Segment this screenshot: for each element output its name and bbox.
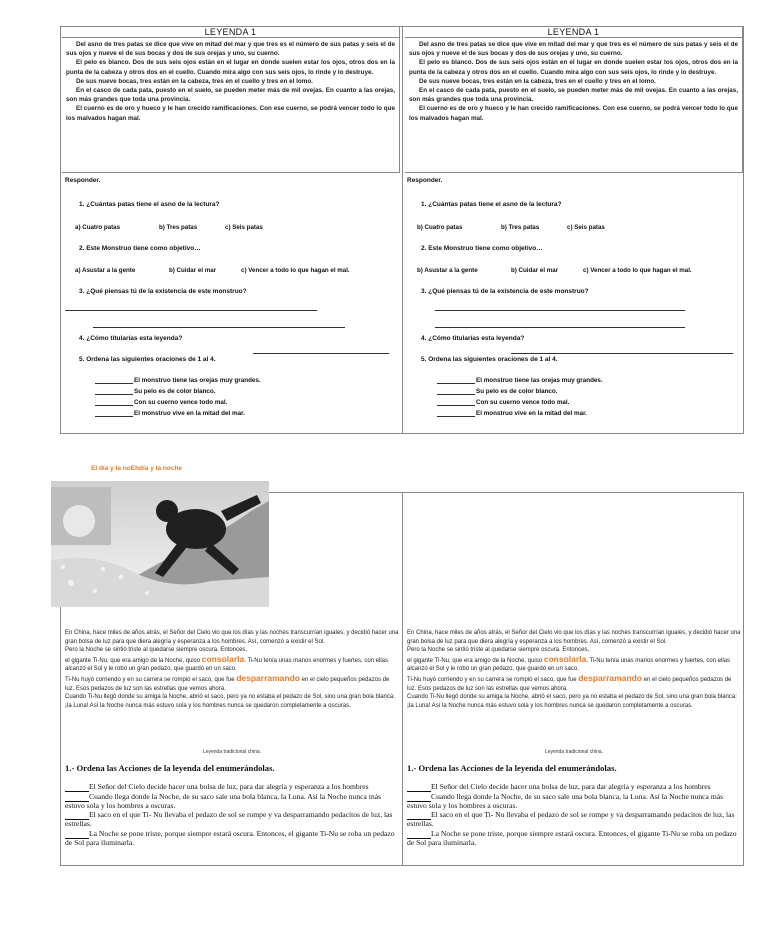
q2-option-c: c) Vencer a todo lo que hagan el mal. [241,267,350,274]
order-blank[interactable] [437,399,475,406]
story-paragraph: el gigante Ti-Nu, que era amigo de la Noche, quiso consolarla. Ti-Nu tenía unas manos enormes y fuertes, con ellas alcanzó el Sol y le robó un gran pedazo, que guardó en un saco. [407,653,731,673]
legend-title: LEYENDA 1 [62,27,399,38]
question-3: 3. ¿Qué piensas tú de la existencia de este monstruo? [421,288,589,295]
story-paragraph: En China, hace miles de años atrás, el Señor del Cielo vio que los días y las noches transcurrían iguales, y decidió hacer una gran bolsa de luz para que diera alegría y esperanza a los hombres. Así, comenzó a existir el Sol. [65,630,399,645]
worksheet-column-right [403,493,745,865]
task-item: El saco en el que Ti- Nu llevaba el pedazo de sol se rompe y va desparramando pedacitos de luz, las estrellas. [407,810,735,829]
q1-option-c: c) Seis patas [567,224,605,231]
story-paragraph: En China, hace miles de años atrás, el Señor del Cielo vio que los días y las noches transcurrían iguales, y decidió hacer una gran bolsa de luz para que diera alegría y esperanza a los hombres. Así, comenzó a existir el Sol. [407,630,741,645]
legend-paragraph: En el casco de cada pata, puesto en el suelo, se pueden meter más de mil ovejas. En cuanto a las orejas, son más grandes que toda una provincia. [66,87,395,104]
task-item: La Noche se pone triste, porque siempre estará oscura. Entonces, el gigante Ti-Nu se roba un pedazo de Sol para iluminarla. [65,828,395,847]
q1-option-b: b) Tres patas [501,224,540,231]
story-source: Leyenda tradicional china. [202,749,262,755]
highlight-word: consolarla [543,653,587,664]
legend-paragraph: De sus nueve bocas, tres están en la cabeza, tres en el cuello y tres en el lomo. [76,77,313,85]
legend-paragraph: En el casco de cada pata, puesto en el suelo, se pueden meter más de mil ovejas. En cuanto a las orejas, son más grandes que toda una provincia. [409,87,738,104]
task-list [407,783,739,849]
q2-option-b: b) Cuidar el mar [511,267,559,274]
order-item: Su pelo es de color blanco. [437,388,558,395]
order-blank[interactable] [95,377,133,384]
worksheet-subheading: El día y la noEhdía y la noche [91,465,183,472]
question-1: 1. ¿Cuántas patas tiene el asno de la lectura? [421,201,562,208]
legend-paragraph: De sus nueve bocas, tres están en la cabeza, tres en el cuello y tres en el lomo. [419,77,656,85]
answer-line[interactable] [435,327,685,328]
highlight-word: desparramando [236,672,300,683]
question-1: 1. ¿Cuántas patas tiene el asno de la lectura? [79,201,220,208]
legend-text [62,38,399,123]
q2-option-a: b) Asustar a la gente [417,267,478,274]
order-item: Su pelo es de color blanco. [95,388,216,395]
story-text [407,629,741,710]
worksheet-column-left [61,493,403,865]
legend-paragraph: El cuerno es de oro y hueco y le han crecido ramificaciones. Con ese cuerno, se podrá vencer todo lo que los malvados hagan mal. [409,105,738,122]
task-item: La Noche se pone triste, porque siempre estará oscura. Entonces, el gigante Ti-Nu se roba un pedazo de Sol para iluminarla. [407,828,737,847]
order-blank[interactable] [95,410,133,417]
order-blank[interactable] [95,388,133,395]
story-paragraph: Ti-Nu huyó corriendo y en su carrera se rompió el saco, que fue desparramando en el cielo pequeños pedazos de luz. Esos pedazos de luz son las estrellas que vemos ahora. [65,672,390,692]
giant-running-illustration [51,481,269,607]
question-3: 3. ¿Qué piensas tú de la existencia de este monstruo? [79,288,247,295]
task-title: 1.- Ordena las Acciones de la leyenda del enumerándolas. [65,763,275,773]
q2-option-c: c) Vencer a todo lo que hagan el mal. [583,267,692,274]
question-5: 5. Ordena las siguientes oraciones de 1 al 4. [421,356,558,363]
highlight-word: consolarla [201,653,245,664]
story-paragraph: Cuando Ti-Nu llegó donde su amiga la Noche, abrió el saco, pero ya no estaba el pedazo de Sol, sino una gran bola blanca: ¡la Luna! Así la Noche nunca más estuvo sola y los hombres nunca se quedaron completamente a oscuras. [65,694,395,709]
answer-line[interactable] [93,327,345,328]
q1-option-c: c) Seis patas [225,224,263,231]
q2-option-a: a) Asustar a la gente [75,267,136,274]
task-item: El Señor del Cielo decide hacer una bolsa de luz, para dar alegría y esperanza a los hombres [407,783,739,792]
order-blank[interactable] [437,388,475,395]
legend-box [62,27,400,173]
question-4: 4. ¿Cómo titularías esta leyenda? [79,335,183,342]
answer-line[interactable] [65,310,317,311]
q1-option-a: b) Cuatro patas [417,224,463,231]
answer-line[interactable] [435,310,685,311]
order-blank[interactable] [437,410,475,417]
order-blank[interactable] [437,377,475,384]
responder-label: Responder. [65,177,101,184]
task-list [65,783,397,849]
worksheet-dia-noche [60,492,744,866]
story-paragraph: Pero la Noche se sintió triste al quedarse siempre oscura. Entonces, [407,647,590,654]
question-2: 2. Este Monstruo tiene como objetivo… [79,245,201,252]
legend-text [405,38,742,123]
worksheet-column-right [403,27,745,433]
worksheet-legend-1 [60,26,744,434]
order-item: Con su cuerno vence todo mal. [95,399,227,406]
story-source: Leyenda tradicional china. [544,749,604,755]
story-paragraph: Ti-Nu huyó corriendo y en su carrera se rompió el saco, que fue desparramando en el cielo pequeños pedazos de luz. Esos pedazos de luz son las estrellas que vemos ahora. [407,672,732,692]
legend-box [405,27,743,173]
legend-paragraph: El pelo es blanco. Dos de sus seis ojos están en el lugar en donde suelen estar los ojos, otros dos en la punta de la cabeza y otros dos en el cuello. Cuando mira algo con sus seis ojos, lo rinde y lo destruye. [66,59,395,76]
story-paragraph: Cuando Ti-Nu llegó donde su amiga la Noche, abrió el saco, pero ya no estaba el pedazo de Sol, sino una gran bola blanca: ¡la Luna! Así la Noche nunca más estuvo sola y los hombres nunca se quedaron completamente a oscuras. [407,694,737,709]
story-paragraph: el gigante Ti-Nu, que era amigo de la Noche, quiso consolarla. Ti-Nu tenía unas manos enormes y fuertes, con ellas alcanzó el Sol y le robó un gran pedazo, que guardó en un saco. [65,653,389,673]
task-blank[interactable] [65,784,89,792]
legend-paragraph: Del asno de tres patas se dice que vive en mitad del mar y que tres es el número de sus patas y seis el de sus ojos y nueve el de sus bocas y dos de sus orejas y uno, su cuerno. [66,41,395,58]
task-item: Cuando llega donde la Noche, de su saco sale una bola blanca, la Luna. Así la Noche nunca más estuvo sola y los hombres a oscuras. [407,791,724,810]
question-4: 4. ¿Cómo titularías esta leyenda? [421,335,525,342]
task-blank[interactable] [407,784,431,792]
story-paragraph: Pero la Noche se sintió triste al quedarse siempre oscura. Entonces, [65,647,248,654]
legend-paragraph: Del asno de tres patas se dice que vive en mitad del mar y que tres es el número de sus patas y seis el de sus ojos y nueve el de sus bocas y dos de sus orejas y uno, su cuerno. [409,41,738,58]
order-item: El monstruo vive en la mitad del mar. [437,410,587,417]
order-blank[interactable] [95,399,133,406]
legend-title: LEYENDA 1 [405,27,742,38]
task-title: 1.- Ordena las Acciones de la leyenda del enumerándolas. [407,763,617,773]
legend-paragraph: El cuerno es de oro y hueco y le han crecido ramificaciones. Con ese cuerno, se podrá vencer todo lo que los malvados hagan mal. [66,105,395,122]
q1-option-a: a) Cuatro patas [75,224,121,231]
task-item: Cuando llega donde la Noche, de su saco sale una bola blanca, la Luna. Así la Noche nunca más estuvo sola y los hombres a oscuras. [65,791,382,810]
q1-option-b: b) Tres patas [159,224,198,231]
order-item: El monstruo tiene las orejas muy grandes. [437,377,603,384]
responder-label: Responder. [407,177,443,184]
q2-option-b: b) Cuidar el mar [169,267,217,274]
legend-paragraph: El pelo es blanco. Dos de sus seis ojos están en el lugar en donde suelen estar los ojos, otros dos en la punta de la cabeza y otros dos en el cuello. Cuando mira algo con sus seis ojos, lo rinde y lo destruye. [409,59,738,76]
answer-line[interactable] [511,353,733,354]
question-2: 2. Este Monstruo tiene como objetivo… [421,245,543,252]
order-item: El monstruo tiene las orejas muy grandes. [95,377,261,384]
highlight-word: desparramando [578,672,642,683]
question-5: 5. Ordena las siguientes oraciones de 1 al 4. [79,356,216,363]
worksheet-column-left [61,27,403,433]
answer-line[interactable] [253,353,389,354]
task-item: El Señor del Cielo decide hacer una bolsa de luz, para dar alegría y esperanza a los hombres [65,783,397,792]
order-item: Con su cuerno vence todo mal. [437,399,569,406]
task-item: El saco en el que Ti- Nu llevaba el pedazo de sol se rompe y va desparramando pedacitos de luz, las estrellas. [65,810,393,829]
story-text [65,629,399,710]
order-item: El monstruo vive en la mitad del mar. [95,410,245,417]
